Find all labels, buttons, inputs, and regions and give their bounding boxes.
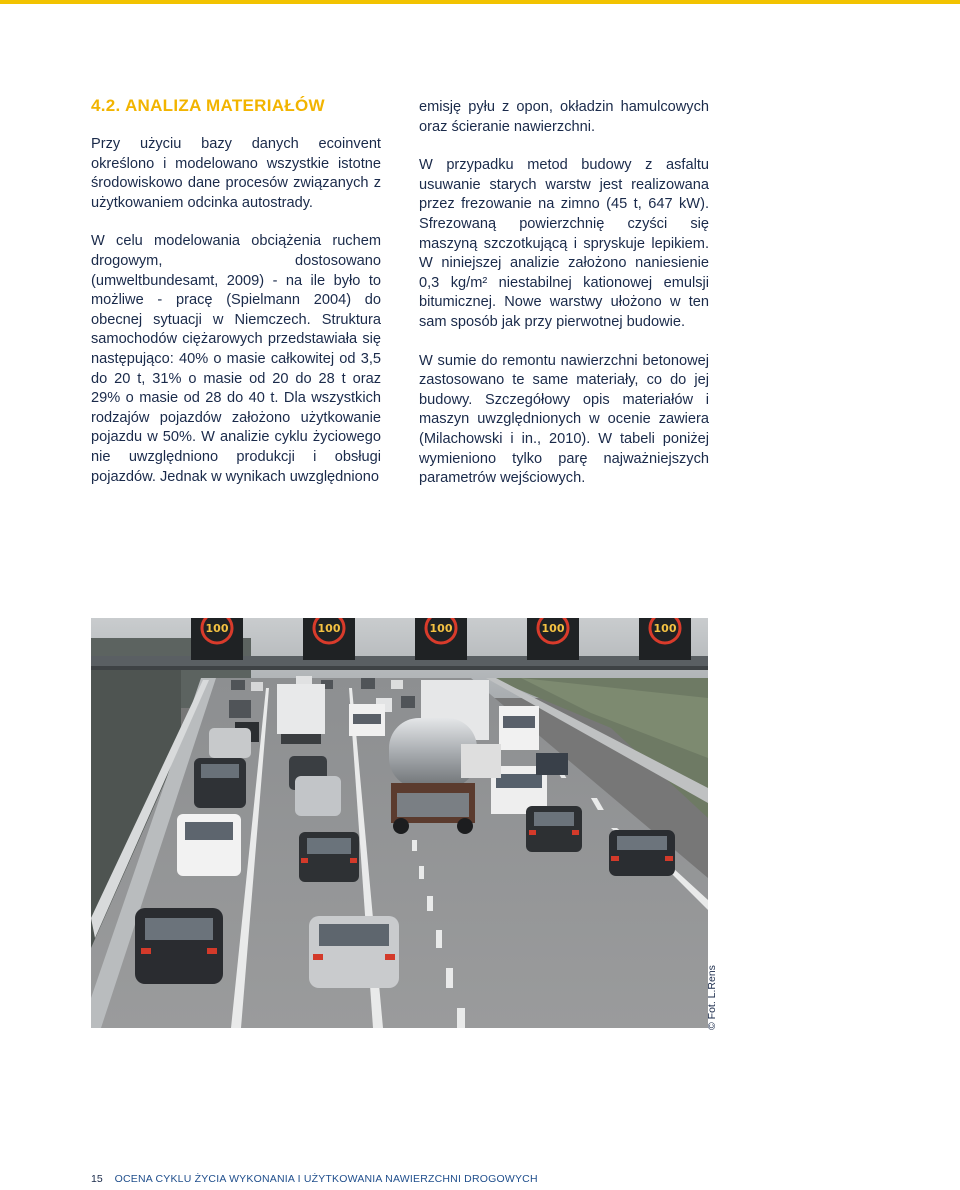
- left-paragraph-2: W celu modelowania obciążenia ruchem drogowym, dostosowano (umweltbundesamt, 2009) - na ile było to możliwe - pracę (Spielmann 2004) do obecnej sytuacji w Niemczech. Struktura samochodów ciężarowych przedstawiała się następująco: 40% o masie całkowitej od 3,5 do 20 t, 31% o masie od 20 do 28 t oraz 29% o masie od 28 do 40 t. Dla wszystkich rodzajów pojazdów założono użytkowanie pojazdu w 50%. W analizie cyklu życiowego nie uwzględniono produkcji i obsługi pojazdów. Jednak w wynikach uwzględniono: [91, 233, 381, 485]
- left-paragraph-1: Przy użyciu bazy danych ecoinvent określono i modelowano wszystkie istotne środowiskowo dane procesów związanych z użytkowaniem odcinka autostrady.: [91, 136, 381, 211]
- page-number: 15: [91, 1173, 103, 1185]
- speed-sign-5: 100: [653, 622, 677, 635]
- top-accent-bar: [0, 0, 960, 4]
- photo-credit: © Fot. L.Rens: [706, 965, 718, 1030]
- section-heading: 4.2. ANALIZA MATERIAŁÓW: [91, 96, 325, 115]
- footer-title: OCENA CYKLU ŻYCIA WYKONANIA I UŻYTKOWANIA NAWIERZCHNI DROGOWYCH: [114, 1173, 538, 1185]
- speed-sign-2: 100: [317, 622, 341, 635]
- page-footer: [91, 1173, 538, 1185]
- right-paragraph-3: W sumie do remontu nawierzchni betonowej zastosowano te same materiały, co do jej budowy. Szczegółowy opis materiałów i maszyn uwzględnionych w ocenie zawiera (Milachowski i in., 2010). W tabeli poniżej wymieniono tylko parę najważniejszych parametrów wejściowych.: [419, 352, 709, 487]
- left-column: [91, 96, 381, 506]
- right-paragraph-1: emisję pyłu z opon, okładzin hamulcowych oraz ścieranie nawierzchni.: [419, 99, 709, 135]
- speed-sign-1: 100: [205, 622, 229, 635]
- right-column: [419, 98, 709, 508]
- speed-sign-3: 100: [429, 622, 453, 635]
- right-paragraph-2: W przypadku metod budowy z asfaltu usuwanie starych warstw jest realizowana przez frezowanie na zimno (45 t, 647 kW). Sfrezowaną powierzchnię czyści się maszyną szczotkującą i spryskuje lepikiem. W niniejszej analizie założono naniesienie 0,3 kg/m² niestabilnej kationowej emulsji bitumicznej. Nowe warstwy ułożono w ten sam sposób jak przy pierwotnej budowie.: [419, 157, 709, 330]
- highway-illustration: [91, 618, 708, 1028]
- speed-sign-4: 100: [541, 622, 565, 635]
- highway-traffic-photo: [91, 618, 708, 1028]
